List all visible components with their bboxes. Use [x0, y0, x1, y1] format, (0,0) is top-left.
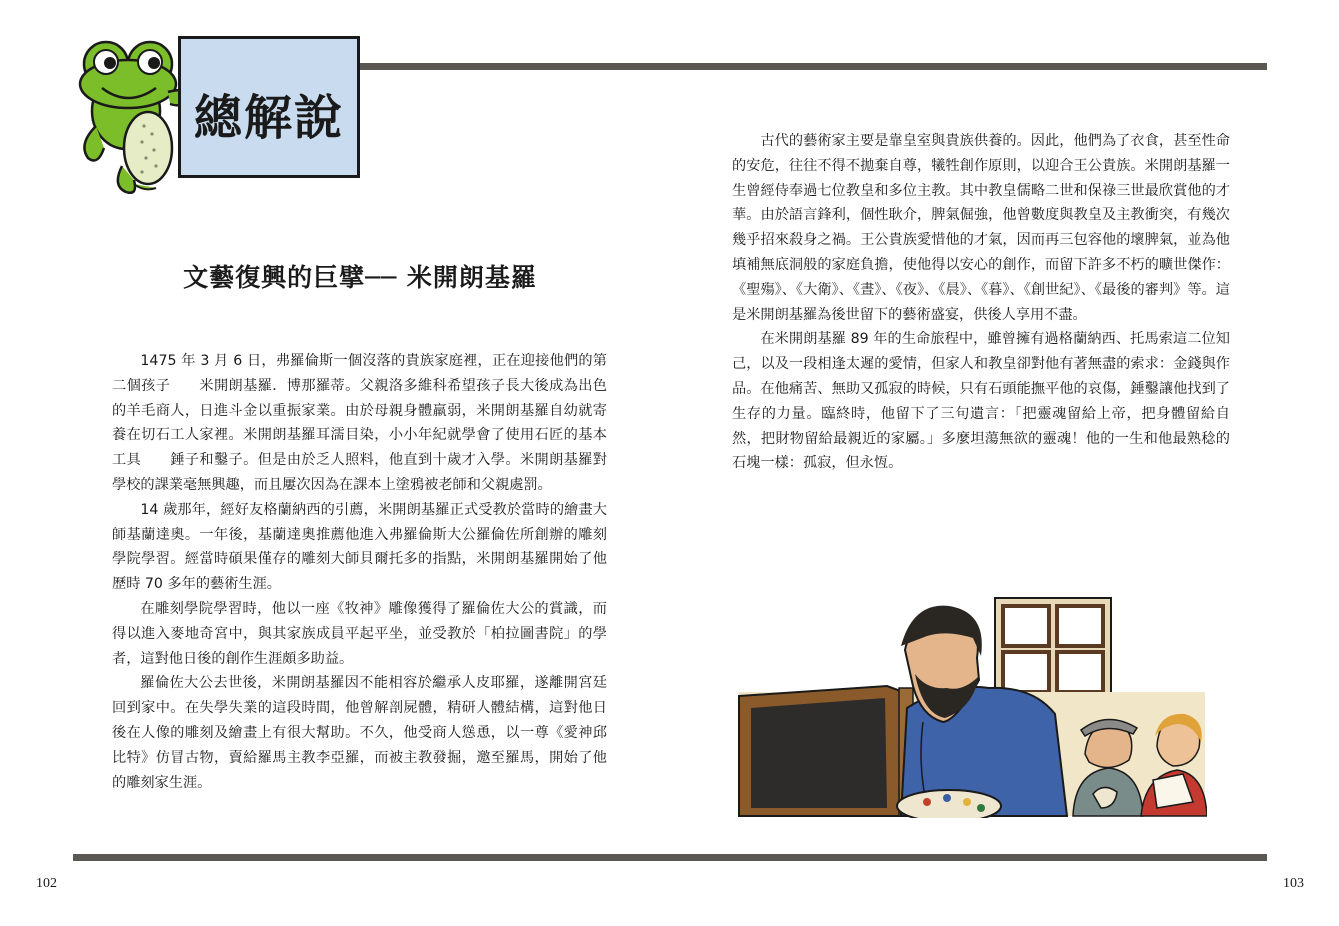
right-text-column	[732, 129, 1230, 476]
paragraph: 在雕刻學院學習時，他以一座《牧神》雕像獲得了羅倫佐大公的賞識，而得以進入麥地奇宮中，與其家族成員平起平坐，並受教於「柏拉圖書院」的學者，這對他日後的創作生涯頗多助益。	[112, 600, 607, 667]
article-title: 文藝復興的巨擘── 米開朗基羅	[183, 263, 537, 292]
page-number-left: 102	[36, 876, 57, 891]
top-divider-bar	[320, 63, 1267, 70]
paragraph: 羅倫佐大公去世後，米開朗基羅因不能相容於繼承人皮耶羅，遂離開宮廷回到家中。在失學失業的這段時間，他曾解剖屍體，精研人體結構，這對他日後在人像的雕刻及繪畫上有很大幫助。不久，他受商人慫恿，以一尊《愛神邱比特》仿冒古物，賣給羅馬主教李亞羅，而被主教發掘，邀至羅馬，開始了他的雕刻家生涯。	[112, 675, 607, 791]
paragraph: 1475 年 3 月 6 日，弗羅倫斯一個沒落的貴族家庭裡，正在迎接他們的第二個孩子 米開朗基羅．博那羅蒂。父親洛多維科希望孩子長大後成為出色的羊毛商人，日進斗金以重振家業。由於母親身體羸弱，米開朗基羅自幼就寄養在切石工人家裡。米開朗基羅耳濡目染，小小年紀就學會了使用石匠的基本工具 錘子和鑿子。但是由於乏人照料，他直到十歲才入學。米開朗基羅對學校的課業毫無興趣，而且屢次因為在課本上塗鴉被老師和父親處罰。	[112, 353, 607, 493]
michelangelo-illustration	[737, 596, 1207, 818]
bottom-divider-bar	[73, 854, 1267, 861]
left-text-column	[112, 349, 607, 795]
paragraph: 14 歲那年，經好友格蘭納西的引薦，米開朗基羅正式受教於當時的繪畫大師基蘭達奧。一年後，基蘭達奧推薦他進入弗羅倫斯大公羅倫佐所創辦的雕刻學院學習。經當時碩果僅存的雕刻大師貝爾托多的指點，米開朗基羅開始了他歷時 70 多年的藝術生涯。	[112, 501, 607, 593]
frog-mascot-icon	[64, 16, 194, 206]
section-title: 總解說	[193, 90, 344, 146]
paragraph: 古代的藝術家主要是靠皇室與貴族供養的。因此，他們為了衣食，甚至性命的安危，往往不得不拋棄自尊，犧牲創作原則，以迎合王公貴族。米開朗基羅一生曾經侍奉過七位教皇和多位主教。其中教皇儒略二世和保祿三世最欣賞他的才華。由於語言鋒利，個性耿介，脾氣倔強，他曾數度與教皇及主教衝突，有幾次幾乎招來殺身之禍。王公貴族愛惜他的才氣，因而再三包容他的壞脾氣，並為他填補無底洞般的家庭負擔，使他得以安心的創作，而留下許多不朽的曠世傑作：《聖殤》、《大衛》、《晝》、《夜》、《晨》、《暮》、《創世紀》、《最後的審判》等。這是米開朗基羅為後世留下的藝術盛宴，供後人享用不盡。	[732, 133, 1230, 323]
paragraph: 在米開朗基羅 89 年的生命旅程中，雖曾擁有過格蘭納西、托馬索這二位知己，以及一段相逢太遲的愛情，但家人和教皇卻對他有著無盡的索求：金錢與作品。在他痛苦、無助又孤寂的時候，只有石頭能撫平他的哀傷，錘鑿讓他找到了生存的力量。臨終時，他留下了三句遺言：「把靈魂留給上帝，把身體留給自然，把財物留給最親近的家屬。」多麼坦蕩無欲的靈魂！他的一生和他最熟稔的石塊一樣：孤寂，但永恆。	[732, 331, 1230, 472]
page-number-right: 103	[1283, 876, 1304, 891]
section-title-box	[178, 36, 360, 178]
